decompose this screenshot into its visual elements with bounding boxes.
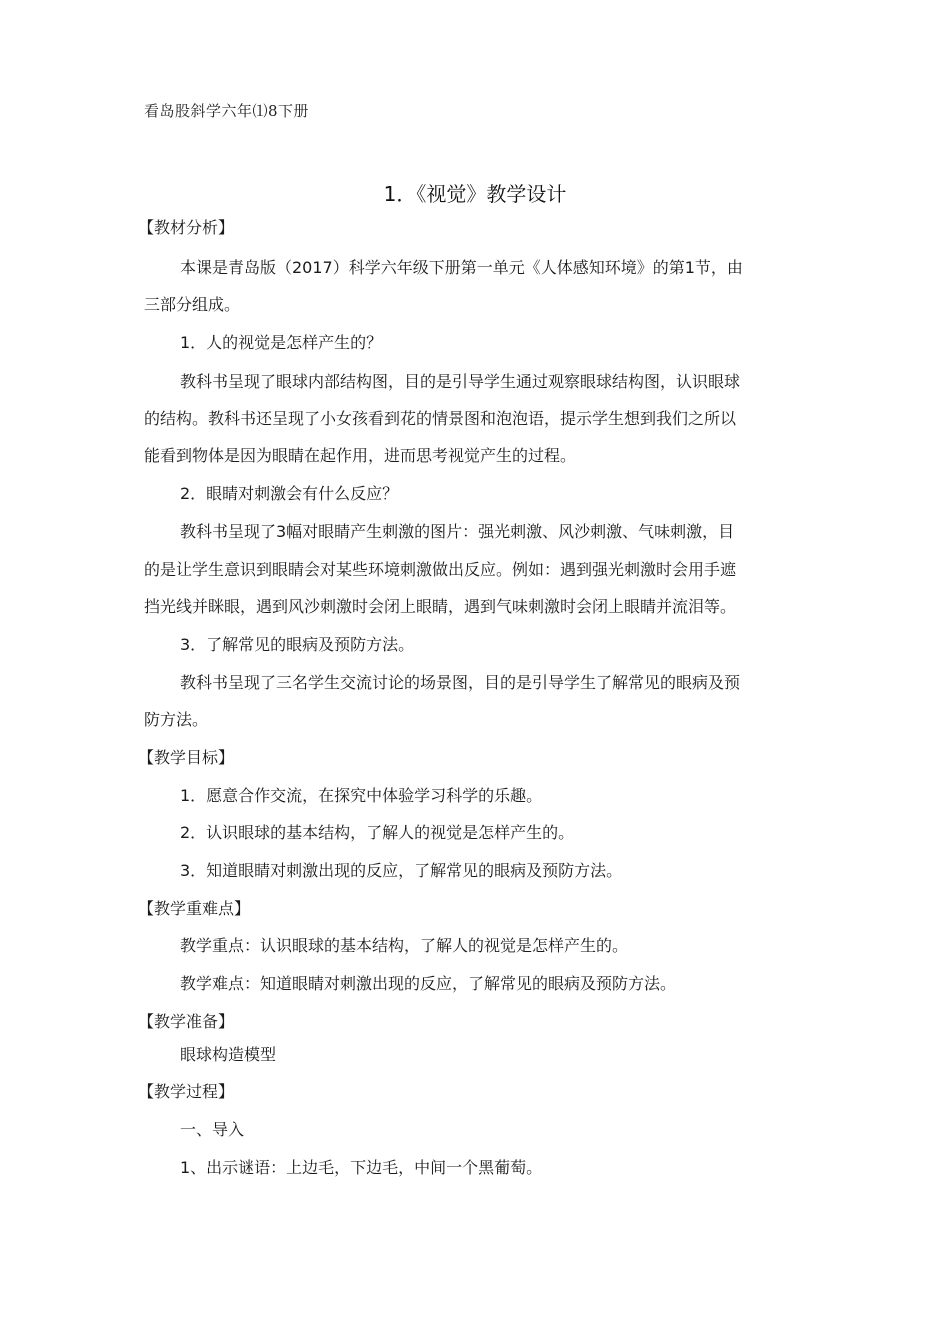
list-item: 1．人的视觉是怎样产生的？	[180, 333, 383, 352]
paragraph-line: 的是让学生意识到眼睛会对某些环境刺激做出反应。例如：遇到强光刺激时会用手遮	[144, 560, 737, 579]
paragraph-line: 教科书呈现了3幅对眼睛产生刺激的图片：强光刺激、风沙刺激、气味刺激，目	[180, 522, 735, 541]
section-heading: 【教学过程】	[138, 1082, 235, 1101]
paragraph-line: 挡光线并眯眼，遇到风沙刺激时会闭上眼睛，遇到气味刺激时会闭上眼睛并流泪等。	[144, 597, 737, 616]
section-heading: 【教材分析】	[138, 218, 235, 237]
paragraph-line: 三部分组成。	[144, 295, 241, 314]
section-heading: 【教学重难点】	[138, 899, 251, 918]
list-item: 2．认识眼球的基本结构，了解人的视觉是怎样产生的。	[180, 823, 575, 842]
paragraph-line: 的结构。教科书还呈现了小女孩看到花的情景图和泡泡语，提示学生想到我们之所以	[144, 409, 737, 428]
section-heading: 【教学目标】	[138, 748, 235, 767]
subheading: 一、导入	[180, 1120, 245, 1139]
paragraph-line: 教学重点：认识眼球的基本结构，了解人的视觉是怎样产生的。	[180, 936, 629, 955]
paragraph-line: 教学难点：知道眼睛对刺激出现的反应，了解常见的眼病及预防方法。	[180, 974, 677, 993]
paragraph-line: 能看到物体是因为眼睛在起作用，进而思考视觉产生的过程。	[144, 446, 577, 465]
paragraph-line: 眼球构造模型	[180, 1045, 277, 1064]
list-item: 2．眼睛对刺激会有什么反应？	[180, 484, 399, 503]
paragraph-line: 教科书呈现了眼球内部结构图，目的是引导学生通过观察眼球结构图，认识眼球	[180, 372, 741, 391]
list-item: 1、出示谜语：上边毛，下边毛，中间一个黑葡萄。	[180, 1158, 543, 1177]
paragraph-line: 本课是青岛版（2017）科学六年级下册第一单元《人体感知环境》的第1节，由	[180, 258, 743, 277]
paragraph-line: 教科书呈现了三名学生交流讨论的场景图，目的是引导学生了解常见的眼病及预	[180, 673, 741, 692]
document-title: 1．《视觉》教学设计	[383, 182, 567, 206]
paragraph-line: 防方法。	[144, 710, 209, 729]
list-item: 3．知道眼睛对刺激出现的反应，了解常见的眼病及预防方法。	[180, 861, 623, 880]
running-header: 看岛股斜学六年⑴8下册	[144, 102, 310, 120]
list-item: 1．愿意合作交流，在探究中体验学习科学的乐趣。	[180, 786, 543, 805]
list-item: 3．了解常见的眼病及预防方法。	[180, 635, 415, 654]
section-heading: 【教学准备】	[138, 1012, 235, 1031]
